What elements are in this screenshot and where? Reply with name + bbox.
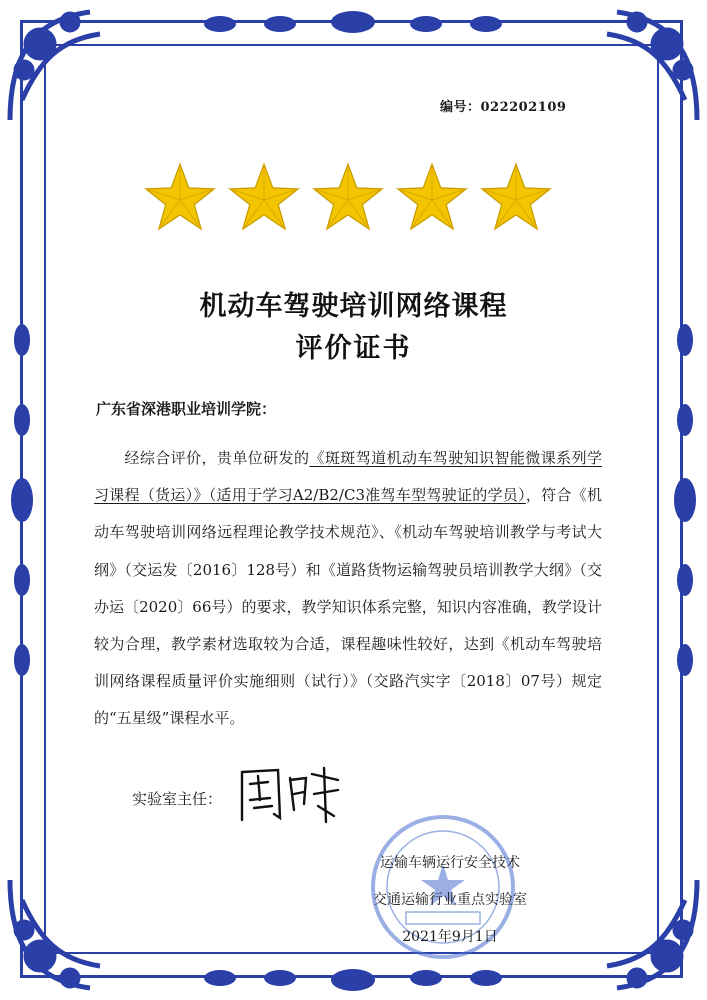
certificate-body	[94, 440, 602, 738]
course-name: 《斑斑驾道机动车驾驶知识智能微课系列学习课程（货运）》（适用于学习A2/B2/C3准驾车型驾驶证的学员）	[94, 449, 602, 505]
issuer-line-1: 运输车辆运行安全技术	[380, 855, 520, 871]
star-icon	[146, 164, 214, 229]
signature-icon	[234, 760, 344, 830]
issuer-line-2: 交通运输行业重点实验室	[373, 892, 527, 908]
star-icon	[482, 164, 550, 229]
certificate-subtitle: 评价证书	[295, 333, 412, 364]
issue-date: 2021年9月1日	[402, 929, 498, 945]
top-border-ornament	[180, 4, 527, 44]
bottom-border-ornament	[180, 958, 527, 998]
star-icon	[230, 164, 298, 229]
ornament-corner-icon	[0, 870, 120, 1000]
director-label: 实验室主任：	[132, 790, 223, 808]
ornament-corner-icon	[587, 0, 707, 130]
star-icon	[398, 164, 466, 229]
body-main: ，符合《机动车驾驶培训网络远程理论教学技术规范》、《机动车驾驶培训教学与考试大纲》（交运发〔2016〕128号）和《道路货物运输驾驶员培训教学大纲》（交办运〔2020〕66号）的要求，教学知识体系完整，知识内容准确，教学设计较为合理，教学素材选取较为合适，课程趣味性较好，达到《机动车驾驶培训网络课程质量评价实施细则（试行）》（交路汽实字〔2018〕07号）规定的“五星级”课程水平。	[94, 486, 602, 728]
body-intro: 经综合评价，贵单位研发的	[124, 449, 310, 467]
certificate-title: 机动车驾驶培训网络课程	[199, 291, 508, 322]
serial-number: 编号：022202109	[440, 100, 567, 115]
star-icon	[314, 164, 382, 229]
star-rating	[138, 160, 558, 240]
ornament-corner-icon	[587, 870, 707, 1000]
ornament-corner-icon	[0, 0, 120, 130]
recipient-name: 广东省深港职业培训学院：	[96, 400, 277, 418]
